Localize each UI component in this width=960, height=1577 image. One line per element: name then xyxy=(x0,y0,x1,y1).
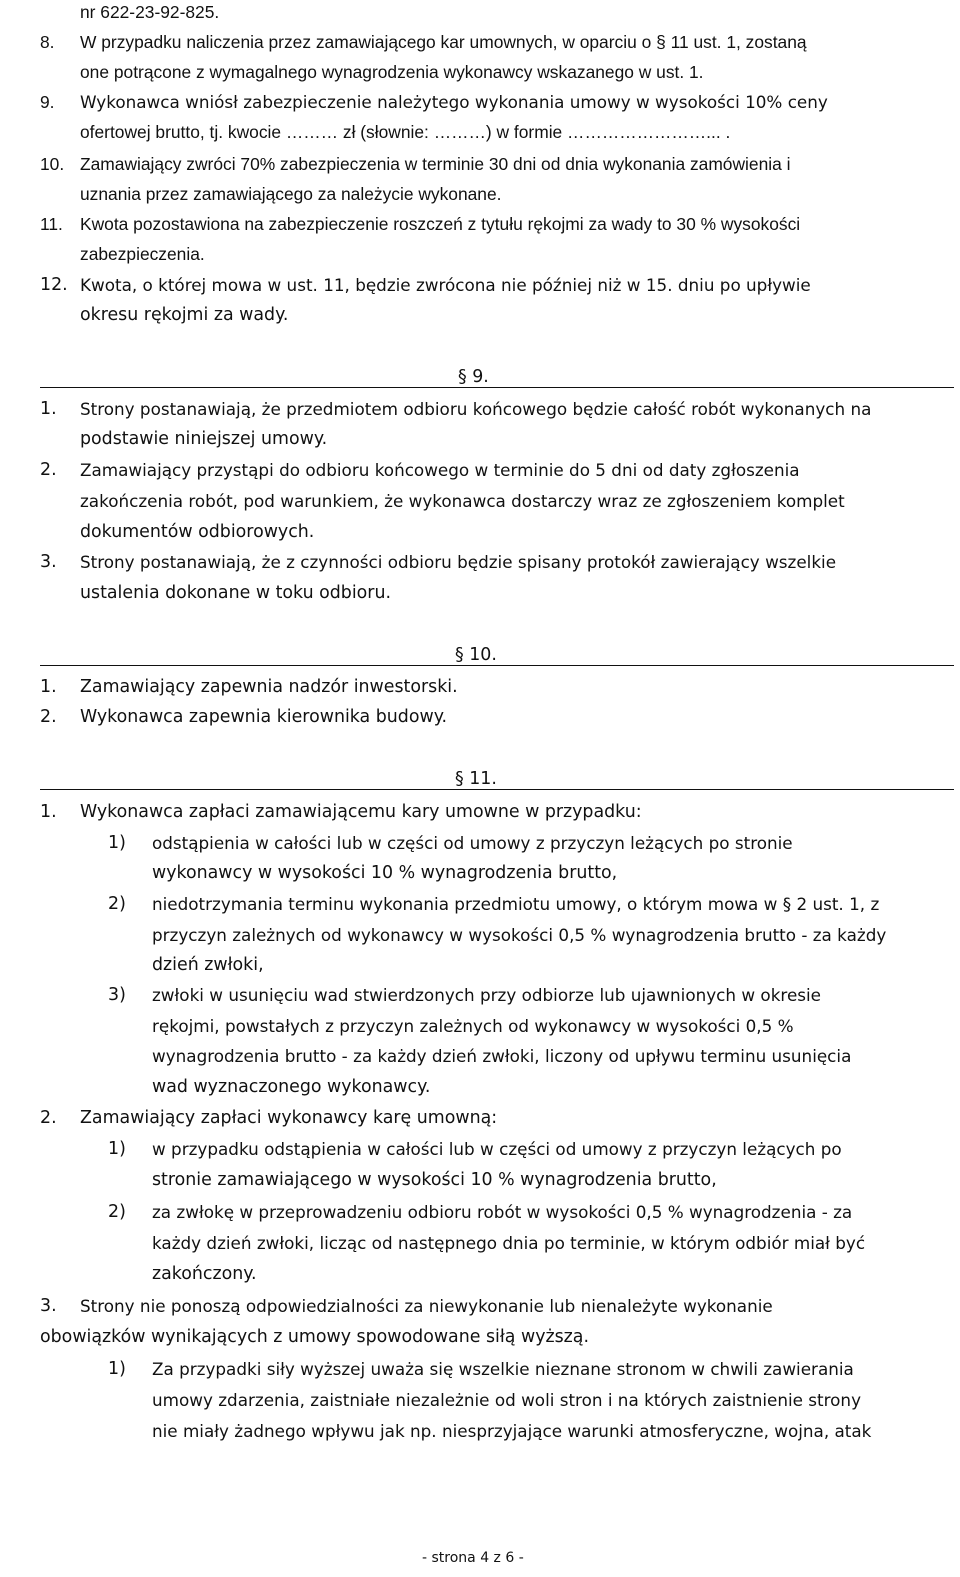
subitem-text-line: wynagrodzenia brutto - za każdy dzień zwłoki, liczony od upływu terminu usunięcia xyxy=(152,1046,852,1066)
item-text-line: zabezpieczenia. xyxy=(80,244,205,264)
subitem-text-line: niedotrzymania terminu wykonania przedmiotu umowy, o którym mowa w § 2 ust. 1, z xyxy=(152,894,880,914)
item-number: 9. xyxy=(40,92,55,112)
item-text-line: uznania przez zamawiającego za należycie wykonane. xyxy=(80,184,502,204)
item-text-line: Zamawiający zapewnia nadzór inwestorski. xyxy=(80,677,458,697)
subitem-text-line: zwłoki w usunięciu wad stwierdzonych przy odbiorze lub ujawnionych w okresie xyxy=(152,985,822,1005)
page-footer: - strona 4 z 6 - xyxy=(422,1550,524,1566)
subitem-text-line: za zwłokę w przeprowadzeniu odbioru robót w wysokości 0,5 % wynagrodzenia - za xyxy=(152,1202,853,1222)
section-heading: § 10. xyxy=(455,645,497,665)
subitem-number: 1) xyxy=(108,833,126,853)
item-number: 10. xyxy=(40,154,65,174)
subitem-text-line: wad wyznaczonego wykonawcy. xyxy=(152,1077,431,1097)
item-text-line: Zamawiający zapłaci wykonawcy karę umowną: xyxy=(80,1108,498,1128)
subitem-text-line: dzień zwłoki, xyxy=(152,955,264,975)
item-text-line: obowiązków wynikających z umowy spowodowane siłą wyższą. xyxy=(40,1327,589,1347)
subitem-text-line: umowy zdarzenia, zaistniałe niezależnie od woli stron i na których zaistnienie strony xyxy=(152,1390,861,1410)
item-text-line: podstawie niniejszej umowy. xyxy=(80,429,328,449)
subitem-number: 2) xyxy=(108,894,126,914)
section-divider xyxy=(40,789,954,790)
subitem-text-line: odstąpienia w całości lub w części od umowy z przyczyn leżących po stronie xyxy=(152,833,793,853)
item-number: 3. xyxy=(40,552,57,572)
subitem-text-line: w przypadku odstąpienia w całości lub w części od umowy z przyczyn leżących po xyxy=(152,1139,842,1159)
subitem-text-line: stronie zamawiającego w wysokości 10 % wynagrodzenia brutto, xyxy=(152,1170,717,1190)
item-number: 1. xyxy=(40,677,57,697)
subitem-text-line: Za przypadki siły wyższej uważa się wszelkie nieznane stronom w chwili zawierania xyxy=(152,1359,854,1379)
item-text-line: Strony postanawiają, że przedmiotem odbioru końcowego będzie całość robót wykonanych na xyxy=(80,399,872,419)
subitem-text-line: zakończony. xyxy=(152,1264,257,1284)
item-text-line: W przypadku naliczenia przez zamawiającego kar umownych, w oparciu o § 11 ust. 1, zostaną xyxy=(80,32,807,52)
item-text-line: dokumentów odbiorowych. xyxy=(80,522,315,542)
item-number: 1. xyxy=(40,399,57,419)
item-text-line: Kwota, o której mowa w ust. 11, będzie zwrócona nie później niż w 15. dniu po upływie xyxy=(80,275,811,295)
item-text-line: ofertowej brutto, tj. kwocie ……… zł (słownie: ………) w formie ……………………... . xyxy=(80,122,731,142)
item-text-line: Zamawiający zwróci 70% zabezpieczenia w terminie 30 dni od dnia wykonania zamówienia i xyxy=(80,154,791,174)
item-text-line: Wykonawca zapłaci zamawiającemu kary umowne w przypadku: xyxy=(80,802,642,822)
item-number: 8. xyxy=(40,32,55,52)
subitem-number: 2) xyxy=(108,1202,126,1222)
header-fragment: nr 622-23-92-825. xyxy=(80,2,220,22)
item-text-line: Zamawiający przystąpi do odbioru końcowego w terminie do 5 dni od daty zgłoszenia xyxy=(80,460,800,480)
subitem-number: 1) xyxy=(108,1139,126,1159)
item-number: 2. xyxy=(40,707,57,727)
item-text-line: one potrącone z wymagalnego wynagrodzenia wykonawcy wskazanego w ust. 1. xyxy=(80,62,704,82)
section-heading: § 11. xyxy=(455,769,497,789)
item-number: 12. xyxy=(40,275,68,295)
subitem-number: 3) xyxy=(108,985,126,1005)
item-number: 2. xyxy=(40,460,57,480)
section-heading: § 9. xyxy=(458,367,489,387)
item-number: 3. xyxy=(40,1296,57,1316)
subitem-text-line: każdy dzień zwłoki, licząc od następnego dnia po terminie, w którym odbiór miał być xyxy=(152,1233,866,1253)
item-text-line: zakończenia robót, pod warunkiem, że wykonawca dostarczy wraz ze zgłoszeniem komplet xyxy=(80,491,845,511)
section-divider xyxy=(40,665,954,666)
item-text-line: Kwota pozostawiona na zabezpieczenie roszczeń z tytułu rękojmi za wady to 30 % wysokości xyxy=(80,214,801,234)
subitem-text-line: wykonawcy w wysokości 10 % wynagrodzenia brutto, xyxy=(152,863,618,883)
item-text-line: Strony nie ponoszą odpowiedzialności za niewykonanie lub nienależyte wykonanie xyxy=(80,1296,773,1316)
item-text-line: Wykonawca zapewnia kierownika budowy. xyxy=(80,707,448,727)
section-divider xyxy=(40,387,954,388)
subitem-text-line: nie miały żadnego wpływu jak np. niesprzyjające warunki atmosferyczne, wojna, atak xyxy=(152,1421,872,1441)
subitem-text-line: rękojmi, powstałych z przyczyn zależnych od wykonawcy w wysokości 0,5 % xyxy=(152,1016,794,1036)
item-text-line: okresu rękojmi za wady. xyxy=(80,305,289,325)
item-text-line: Strony postanawiają, że z czynności odbioru będzie spisany protokół zawierający wszelkie xyxy=(80,552,837,572)
item-number: 11. xyxy=(40,214,63,234)
item-text-line: Wykonawca wniósł zabezpieczenie należytego wykonania umowy w wysokości 10% ceny xyxy=(80,92,828,112)
subitem-text-line: przyczyn zależnych od wykonawcy w wysokości 0,5 % wynagrodzenia brutto - za każdy xyxy=(152,925,887,945)
item-text-line: ustalenia dokonane w toku odbioru. xyxy=(80,583,392,603)
item-number: 2. xyxy=(40,1108,57,1128)
item-number: 1. xyxy=(40,802,57,822)
subitem-number: 1) xyxy=(108,1359,126,1379)
